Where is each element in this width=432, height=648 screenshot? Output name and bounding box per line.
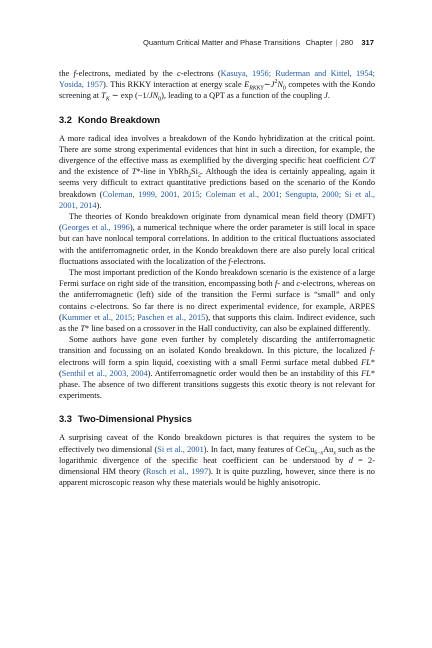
- citation-link[interactable]: Kasuya, 1956; Ruderman and Kittel, 1954; Yosida, 1957: [59, 69, 375, 90]
- paragraph: A more radical idea involves a breakdown of the Kondo hybridization at the critical point. There are some strong experimental evidences that hint in such a direction, for example, the divergence of the effective mass as exemplified by the diverging specific heat coefficient C/T and the existence of T*-line in $YbRh_2Si_2$. Although the idea is certainly appealing, again it seems very difficult to extract quantitative predictions based on the scenario of the Kondo breakdown (Coleman, 1999, 2001, 2015; Coleman et al., 2001; Sengupta, 2000; Si et al., 2001, 2014).: [59, 133, 376, 210]
- page-number: 317: [361, 38, 374, 47]
- running-title: Quantum Critical Matter and Phase Transitions: [142, 38, 301, 47]
- section-title: Kondo Breakdown: [77, 114, 161, 125]
- chapter-number: 280: [340, 38, 354, 47]
- citation-link[interactable]: Kummer et al., 2015; Paschen et al., 2015: [61, 312, 206, 322]
- citation-link[interactable]: Rosch et al., 1997: [145, 467, 209, 477]
- citation-link[interactable]: Senthil et al., 2003, 2004: [61, 368, 148, 378]
- section-heading-3-2: [59, 115, 375, 126]
- citation-link[interactable]: Georges et al., 1996: [61, 223, 130, 233]
- paragraph: Some authors have gone even further by completely discarding the antiferromagnetic transition and focussing on an isolated Kondo breakdown. In this picture, the localized f-electrons will form a spin liquid, coexisting with a small Fermi surface metal dubbed FL* (Senthil et al., 2003, 2004). Antiferromagnetic order would then be an instability of this FL* phase. The absence of two different transitions suggests this exotic theory is not relevant for experiments.: [59, 335, 375, 401]
- section-number: 3.2: [59, 114, 72, 125]
- section-heading-3-3: [59, 414, 375, 425]
- section-number: 3.3: [59, 414, 72, 425]
- citation-link[interactable]: Si et al., 2001: [157, 444, 204, 454]
- body-text: [59, 68, 375, 489]
- section-title: Two-Dimensional Physics: [77, 414, 192, 425]
- paragraph: The theories of Kondo breakdown originate from dynamical mean field theory (DMFT) (Georges et al., 1996), a numerical technique where the order parameter is still local in space but can have nonlocal temporal correlations. In addition to the critical fluctuations associated with the antiferromagnetic order, in the Kondo breakdown there are also purely local critical fluctuations associated with the localization of the f-electrons.: [59, 212, 375, 266]
- paragraph: The most important prediction of the Kondo breakdown scenario is the existence of a large Fermi surface on right side of the transition, encompassing both f- and c-electrons, whereas on the antiferromagnetic (left) side of the transition the Fermi surface is “small” and only contains c-electrons. So far there is no direct experimental evidence, for example, ARPES (Kummer et al., 2015; Paschen et al., 2015), that supports this claim. Indirect evidence, such as the T* line based on a crossover in the Hall conductivity, can also be explained differently.: [59, 268, 375, 334]
- header-separator: |: [335, 38, 338, 47]
- chapter-label: Chapter: [305, 38, 333, 47]
- running-header: [0, 38, 374, 47]
- paragraph: A surprising caveat of the Kondo breakdown pictures is that requires the system to be effectively two dimensional (Si et al., 2001). In fact, many features of $CeCu_{6-x}Au_x$ such as the logarithmic divergence of the specific heat coefficient can be understood by d = 2-dimensional HM theory (Rosch et al., 1997). It is quite puzzling, however, since there is no apparent microscopic reason why these materials would be highly anisotropic.: [59, 433, 376, 488]
- intro-paragraph: the f-electrons, mediated by the c-electrons (Kasuya, 1956; Ruderman and Kittel, 1954; Yosida, 1957). This RKKY interaction at energy scale $E_{RKKY}\sim J^2N_0$ competes with the Kondo screening at $T_K$ ∼ $\exp (-1/JN_0)$, leading to a QPT as a function of the coupling J.: [59, 69, 375, 104]
- citation-link[interactable]: Coleman, 1999, 2001, 2015; Coleman et al., 2001; Sengupta, 2000; Si et al., 2001, 2014: [59, 189, 375, 210]
